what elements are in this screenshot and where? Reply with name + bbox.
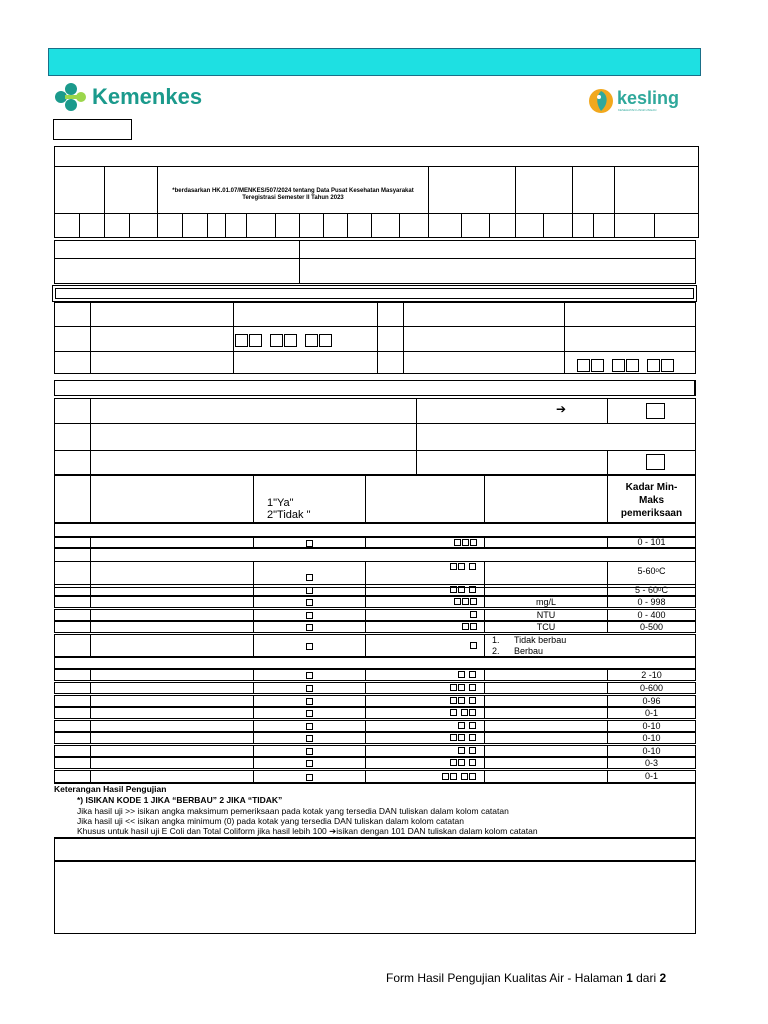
answer-checkbox[interactable]: [306, 735, 313, 742]
top-banner: [48, 48, 701, 76]
result-boxes[interactable]: [450, 586, 477, 594]
question-checkbox-1[interactable]: [646, 403, 665, 419]
catatan-field[interactable]: [54, 861, 696, 934]
param-range: 2 -10: [641, 670, 662, 680]
param-range: 0 - 400: [637, 610, 666, 620]
answer-checkbox[interactable]: [306, 685, 313, 692]
answer-checkbox[interactable]: [306, 748, 313, 755]
param-row: [54, 770, 696, 783]
question-checkbox-2[interactable]: [646, 454, 665, 470]
answer-checkbox[interactable]: [306, 760, 313, 767]
param-row: [54, 537, 696, 548]
param-unit: mg/L: [535, 597, 556, 607]
test-date-boxes[interactable]: [577, 357, 675, 375]
param-group-band-1: [54, 523, 696, 537]
result-boxes[interactable]: [450, 563, 477, 571]
param-row: [54, 634, 696, 657]
param-range: 0-1: [644, 771, 658, 781]
param-range: 0-1: [644, 708, 658, 718]
param-unit: NTU: [536, 610, 556, 620]
footer-total: 2: [659, 971, 667, 985]
param-range: 0-600: [639, 683, 664, 693]
param-row: [54, 757, 696, 769]
odor-option-2-num: 2.: [492, 646, 500, 656]
result-boxes[interactable]: [450, 697, 477, 705]
kemenkes-logo-icon: [52, 82, 88, 112]
odor-option-1-num: 1.: [492, 635, 500, 645]
kesling-logo: [588, 86, 700, 116]
answer-checkbox[interactable]: [306, 540, 313, 547]
result-boxes[interactable]: [450, 734, 477, 742]
section-bar-1-inner: [55, 288, 694, 299]
result-boxes[interactable]: [450, 709, 477, 717]
kesling-logo-tagline: KESEHATAN LINGKUNGAN: [618, 108, 657, 112]
param-table-header: [54, 475, 696, 523]
answer-checkbox[interactable]: [306, 612, 313, 619]
result-boxes[interactable]: [454, 539, 478, 546]
answer-checkbox[interactable]: [306, 710, 313, 717]
answer-checkbox[interactable]: [306, 587, 313, 594]
param-unit: TCU: [536, 622, 556, 632]
param-row: [54, 584, 696, 596]
kadar-header: Kadar Min-Maks pemeriksaan: [620, 482, 683, 519]
notes-line-3: Jika hasil uji << isikan angka minimum (0) pada kotak yang tersedia DAN tuliskan dalam kolom catatan: [77, 816, 464, 826]
header-note-line1: *berdasarkan HK.01.07/MENKES/507/2024 tentang Data Pusat Kesehatan Masyarakat: [172, 188, 414, 194]
answer-checkbox[interactable]: [306, 599, 313, 606]
param-range: 0-10: [642, 721, 661, 731]
result-boxes[interactable]: [458, 722, 477, 730]
question-arrow: ➔: [556, 402, 567, 416]
result-boxes[interactable]: [450, 759, 477, 767]
param-row: [54, 732, 696, 744]
param-range: 0-10: [642, 733, 661, 743]
section-bar-2: [54, 380, 696, 396]
param-row: [54, 682, 696, 694]
answer-checkbox[interactable]: [306, 643, 313, 650]
answer-checkbox[interactable]: [306, 624, 313, 631]
param-row: [54, 720, 696, 732]
odor-option-1: Tidak berbau: [514, 635, 567, 645]
result-boxes[interactable]: [458, 671, 477, 679]
param-range: 0 - 998: [637, 597, 666, 607]
notes-line-1: *) ISIKAN KODE 1 JIKA “BERBAU” 2 JIKA “TIDAK”: [77, 795, 283, 805]
param-group-cell: [54, 548, 91, 596]
kesling-logo-icon: [588, 88, 614, 114]
param-range: 0-96: [642, 696, 661, 706]
param-range: 0-3: [644, 758, 658, 768]
footer-text: Form Hasil Pengujian Kualitas Air - Halaman: [386, 971, 627, 985]
footer-page: 1: [626, 971, 633, 985]
result-boxes[interactable]: [442, 773, 477, 781]
result-boxes[interactable]: [470, 642, 478, 649]
question-grid: [54, 398, 696, 475]
answer-checkbox[interactable]: [306, 774, 313, 781]
identity-grid: [54, 240, 696, 284]
param-range: 0-10: [642, 746, 661, 756]
result-boxes[interactable]: [462, 623, 478, 630]
param-range: 0-500: [639, 622, 664, 632]
answer-checkbox[interactable]: [306, 672, 313, 679]
answer-checkbox[interactable]: [306, 723, 313, 730]
param-range: 5-60ᵒC: [637, 566, 666, 576]
odor-option-2: Berbau: [514, 646, 544, 656]
param-range: 0 - 101: [637, 537, 666, 547]
form-code-box[interactable]: [53, 119, 132, 140]
kemenkes-logo-text: Kemenkes: [92, 84, 203, 109]
notes-title: Keterangan Hasil Pengujian: [54, 784, 167, 794]
catatan-header-row: [54, 838, 696, 861]
result-boxes[interactable]: [458, 747, 477, 755]
footer-of: dari: [632, 971, 660, 985]
param-group-band-2: [54, 657, 696, 669]
param-spacer: [54, 548, 696, 561]
notes-line-2: Jika hasil uji >> isikan angka maksimum pemeriksaan pada kotak yang tersedia DAN tuliskan dalam kolom catatan: [77, 806, 509, 816]
kemenkes-logo: [52, 82, 222, 114]
header-note-line2: Teregistrasi Semester II Tahun 2023: [242, 195, 344, 201]
notes-line-4: Khusus untuk hasil uji E Coli dan Total Coliform jika hasil lebih 100 ➔isikan dengan 101 DAN tuliskan dalam kolom catatan: [77, 826, 538, 836]
kesling-logo-text: kesling: [617, 88, 680, 108]
answer-checkbox[interactable]: [306, 574, 313, 581]
result-boxes[interactable]: [454, 598, 478, 605]
sampling-date-boxes[interactable]: [235, 332, 333, 350]
param-row: [54, 745, 696, 757]
result-boxes[interactable]: [470, 611, 478, 618]
param-row: [54, 695, 696, 707]
param-row: [54, 707, 696, 719]
param-range: 5 - 60ᵒC: [635, 585, 668, 595]
answer-checkbox[interactable]: [306, 698, 313, 705]
answer-legend-ya: 1"Ya": [267, 497, 294, 509]
page-footer: [386, 971, 666, 985]
result-boxes[interactable]: [450, 684, 477, 692]
answer-legend-tidak: 2"Tidak ": [267, 509, 311, 521]
param-row: [54, 669, 696, 681]
